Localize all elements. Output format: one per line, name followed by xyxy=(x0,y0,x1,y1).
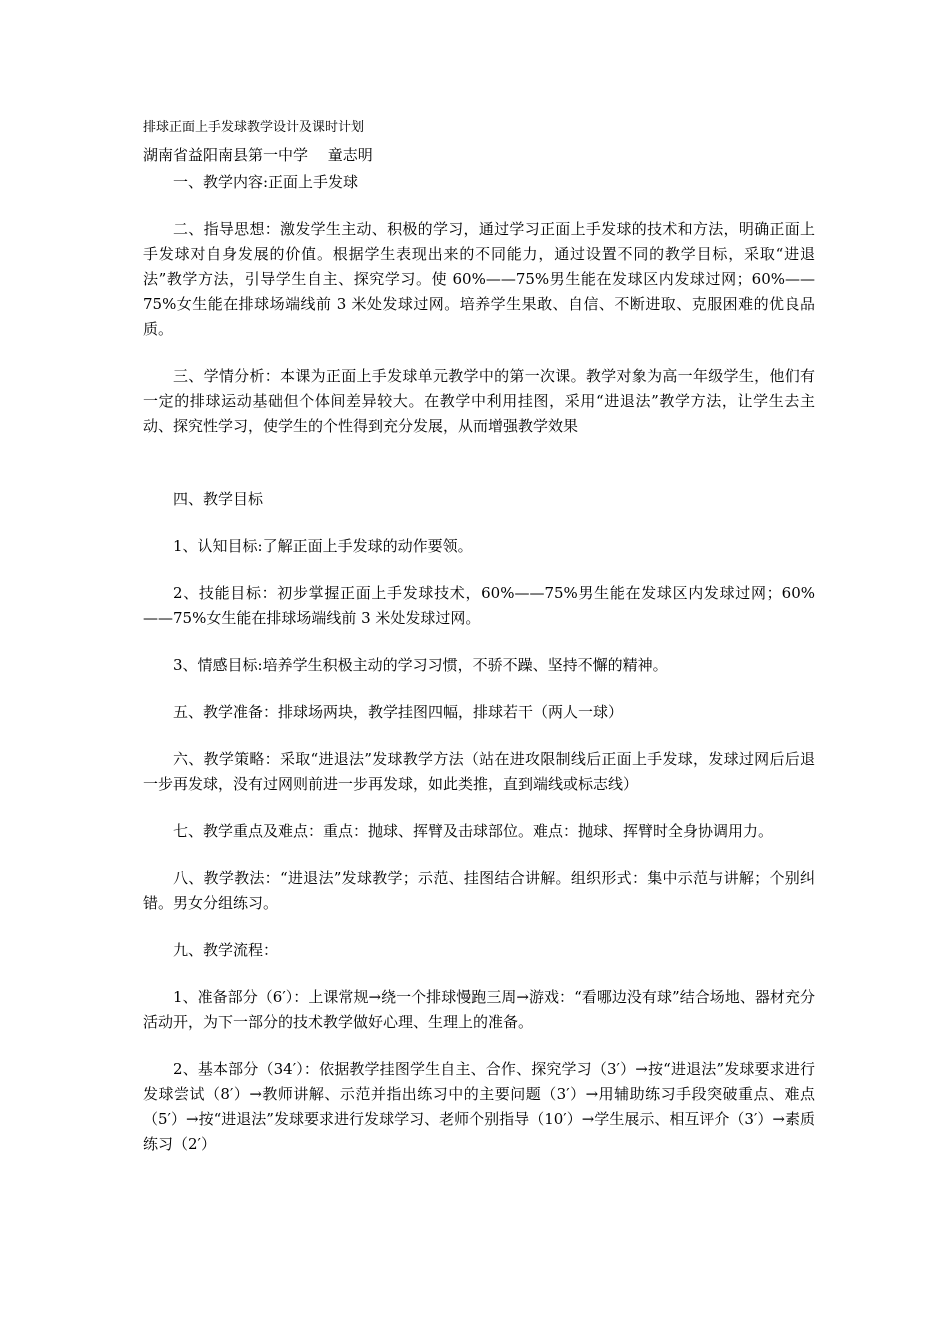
section-strategy: 六、教学策略：采取“进退法”发球教学方法（站在进攻限制线后正面上手发球，发球过网后后退一步再发球，没有过网则前进一步再发球，如此类推，直到端线或标志线） xyxy=(143,750,815,793)
section-preparation: 五、教学准备：排球场两块，教学挂图四幅，排球若干（两人一球） xyxy=(173,703,624,721)
document-page xyxy=(143,118,815,1157)
section-key-points: 七、教学重点及难点：重点：抛球、挥臂及击球部位。难点：抛球、挥臂时全身协调用力。 xyxy=(173,822,774,840)
goal-affective: 3、情感目标:培养学生积极主动的学习习惯，不骄不躁、坚持不懈的精神。 xyxy=(173,656,668,674)
goal-cognitive: 1、认知目标:了解正面上手发球的动作要领。 xyxy=(173,537,473,555)
process-basic-part: 2、基本部分（34′）：依据教学挂图学生自主、合作、探究学习（3′）→按“进退法”发球要求进行发球尝试（8′）→教师讲解、示范并指出练习中的主要问题（3′）→用辅助练习手段突破重点、难点（5′）→按“进退法”发球要求进行发球学习、老师个别指导（10′）→学生展示、相互评介（3′）→素质练习（2′） xyxy=(143,1060,815,1153)
section-guiding-ideology: 二、指导思想：激发学生主动、积极的学习，通过学习正面上手发球的技术和方法，明确正面上手发球对自身发展的价值。根据学生表现出来的不同能力，通过设置不同的教学目标，采取“进退法”教学方法，引导学生自主、探究学习。使 60%——75%男生能在发球区内发球过网；60%——75%女生能在排球场端线前 3 米处发球过网。培养学生果敢、自信、不断进取、克服困难的优良品质。 xyxy=(143,220,815,338)
section-student-analysis: 三、学情分析：本课为正面上手发球单元教学中的第一次课。教学对象为高一年级学生，他们有一定的排球运动基础但个体间差异较大。在教学中利用挂图，采用“进退法”教学方法，让学生去主动、探究性学习，使学生的个性得到充分发展，从而增强教学效果 xyxy=(143,367,815,435)
section-methods: 八、教学教法：“进退法”发球教学；示范、挂图结合讲解。组织形式：集中示范与讲解；个别纠错。男女分组练习。 xyxy=(143,869,815,912)
goal-skill: 2、技能目标：初步掌握正面上手发球技术，60%——75%男生能在发球区内发球过网；60%——75%女生能在排球场端线前 3 米处发球过网。 xyxy=(143,584,815,627)
process-preparation-part: 1、准备部分（6′）：上课常规→绕一个排球慢跑三周→游戏：“看哪边没有球”结合场地、器材充分活动开，为下一部分的技术教学做好心理、生理上的准备。 xyxy=(143,988,815,1031)
section-goals-heading: 四、教学目标 xyxy=(173,490,264,508)
section-process-heading: 九、教学流程： xyxy=(173,941,279,959)
document-title: 排球正面上手发球教学设计及课时计划 xyxy=(143,120,365,135)
section-teaching-content: 一、教学内容:正面上手发球 xyxy=(173,173,359,191)
document-author: 湖南省益阳南县第一中学 童志明 xyxy=(143,146,373,164)
